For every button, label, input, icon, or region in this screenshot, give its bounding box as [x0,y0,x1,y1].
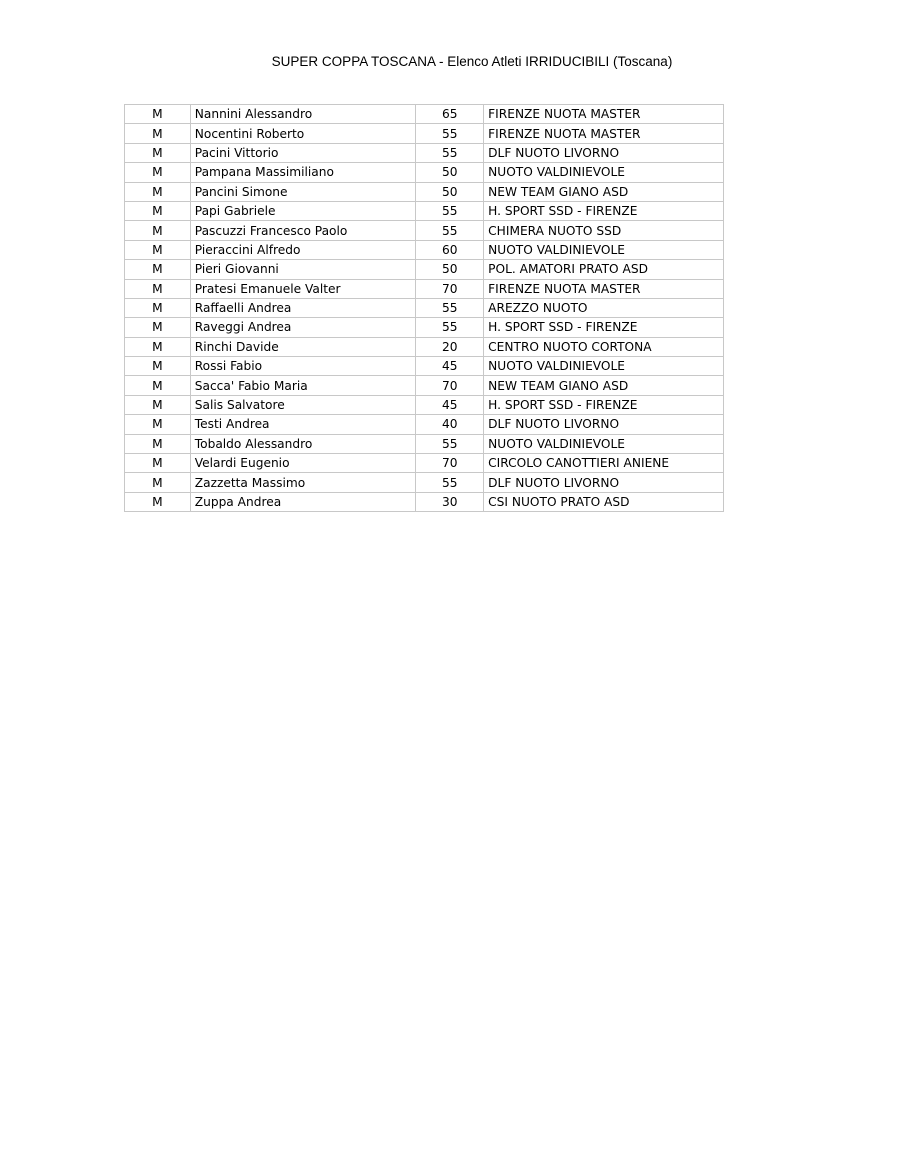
athlete-category-cell: 55 [416,298,484,317]
table-row [125,492,724,511]
athlete-category-cell: 45 [416,357,484,376]
table-row [125,182,724,201]
table-row [125,279,724,298]
athlete-team-cell: NEW TEAM GIANO ASD [484,182,724,201]
athlete-sex-cell: M [125,376,191,395]
athlete-name-cell: Pascuzzi Francesco Paolo [190,221,416,240]
athlete-name-cell: Pieri Giovanni [190,260,416,279]
athlete-category-cell: 55 [416,473,484,492]
athlete-name-cell: Velardi Eugenio [190,454,416,473]
athletes-table-body [125,105,724,512]
athlete-name-cell: Rossi Fabio [190,357,416,376]
athlete-category-cell: 40 [416,415,484,434]
athletes-table [124,104,724,512]
athlete-name-cell: Zazzetta Massimo [190,473,416,492]
athlete-category-cell: 20 [416,337,484,356]
athlete-sex-cell: M [125,473,191,492]
table-row [125,337,724,356]
athlete-category-cell: 50 [416,182,484,201]
athlete-name-cell: Papi Gabriele [190,201,416,220]
athlete-name-cell: Nannini Alessandro [190,105,416,124]
athlete-category-cell: 30 [416,492,484,511]
athlete-category-cell: 60 [416,240,484,259]
athlete-name-cell: Pacini Vittorio [190,143,416,162]
athlete-name-cell: Zuppa Andrea [190,492,416,511]
athlete-category-cell: 45 [416,395,484,414]
athlete-name-cell: Sacca' Fabio Maria [190,376,416,395]
athlete-sex-cell: M [125,240,191,259]
athlete-team-cell: NUOTO VALDINIEVOLE [484,163,724,182]
table-row [125,318,724,337]
table-row [125,201,724,220]
athlete-sex-cell: M [125,260,191,279]
table-row [125,415,724,434]
athlete-sex-cell: M [125,124,191,143]
athlete-category-cell: 55 [416,143,484,162]
athlete-sex-cell: M [125,318,191,337]
athlete-name-cell: Raffaelli Andrea [190,298,416,317]
athlete-name-cell: Pampana Massimiliano [190,163,416,182]
table-row [125,357,724,376]
table-row [125,163,724,182]
athlete-team-cell: AREZZO NUOTO [484,298,724,317]
athlete-team-cell: CIRCOLO CANOTTIERI ANIENE [484,454,724,473]
athlete-category-cell: 55 [416,318,484,337]
table-row [125,143,724,162]
athlete-sex-cell: M [125,105,191,124]
athlete-sex-cell: M [125,201,191,220]
athlete-category-cell: 55 [416,221,484,240]
athlete-team-cell: FIRENZE NUOTA MASTER [484,124,724,143]
athlete-sex-cell: M [125,454,191,473]
athlete-category-cell: 55 [416,434,484,453]
athlete-team-cell: DLF NUOTO LIVORNO [484,473,724,492]
athlete-team-cell: POL. AMATORI PRATO ASD [484,260,724,279]
athlete-sex-cell: M [125,357,191,376]
athlete-team-cell: H. SPORT SSD - FIRENZE [484,318,724,337]
athlete-sex-cell: M [125,221,191,240]
athlete-category-cell: 70 [416,376,484,395]
athlete-team-cell: CHIMERA NUOTO SSD [484,221,724,240]
athlete-name-cell: Rinchi Davide [190,337,416,356]
table-row [125,260,724,279]
athlete-sex-cell: M [125,337,191,356]
athlete-team-cell: H. SPORT SSD - FIRENZE [484,201,724,220]
athlete-name-cell: Pancini Simone [190,182,416,201]
table-row [125,434,724,453]
athlete-category-cell: 50 [416,260,484,279]
athlete-category-cell: 65 [416,105,484,124]
athlete-name-cell: Tobaldo Alessandro [190,434,416,453]
athlete-category-cell: 55 [416,124,484,143]
table-row [125,124,724,143]
table-row [125,221,724,240]
athlete-sex-cell: M [125,434,191,453]
athlete-team-cell: H. SPORT SSD - FIRENZE [484,395,724,414]
table-row [125,395,724,414]
athlete-sex-cell: M [125,492,191,511]
athlete-team-cell: NUOTO VALDINIEVOLE [484,357,724,376]
document-title: SUPER COPPA TOSCANA - Elenco Atleti IRRIDUCIBILI (Toscana) [271,54,673,69]
athlete-sex-cell: M [125,395,191,414]
athlete-name-cell: Pratesi Emanuele Valter [190,279,416,298]
athlete-name-cell: Salis Salvatore [190,395,416,414]
athlete-category-cell: 70 [416,454,484,473]
athlete-sex-cell: M [125,182,191,201]
athlete-sex-cell: M [125,415,191,434]
athlete-category-cell: 70 [416,279,484,298]
table-row [125,376,724,395]
athlete-team-cell: FIRENZE NUOTA MASTER [484,105,724,124]
athlete-name-cell: Pieraccini Alfredo [190,240,416,259]
athlete-team-cell: DLF NUOTO LIVORNO [484,415,724,434]
table-row [125,240,724,259]
table-row [125,454,724,473]
athlete-sex-cell: M [125,279,191,298]
athlete-team-cell: FIRENZE NUOTA MASTER [484,279,724,298]
athlete-name-cell: Raveggi Andrea [190,318,416,337]
table-row [125,105,724,124]
athlete-team-cell: CENTRO NUOTO CORTONA [484,337,724,356]
athlete-team-cell: NUOTO VALDINIEVOLE [484,240,724,259]
athlete-name-cell: Testi Andrea [190,415,416,434]
athlete-name-cell: Nocentini Roberto [190,124,416,143]
athlete-team-cell: CSI NUOTO PRATO ASD [484,492,724,511]
athlete-team-cell: DLF NUOTO LIVORNO [484,143,724,162]
athlete-sex-cell: M [125,163,191,182]
athlete-category-cell: 50 [416,163,484,182]
athlete-sex-cell: M [125,143,191,162]
athlete-category-cell: 55 [416,201,484,220]
athlete-team-cell: NUOTO VALDINIEVOLE [484,434,724,453]
athlete-sex-cell: M [125,298,191,317]
table-row [125,473,724,492]
table-row [125,298,724,317]
athlete-team-cell: NEW TEAM GIANO ASD [484,376,724,395]
